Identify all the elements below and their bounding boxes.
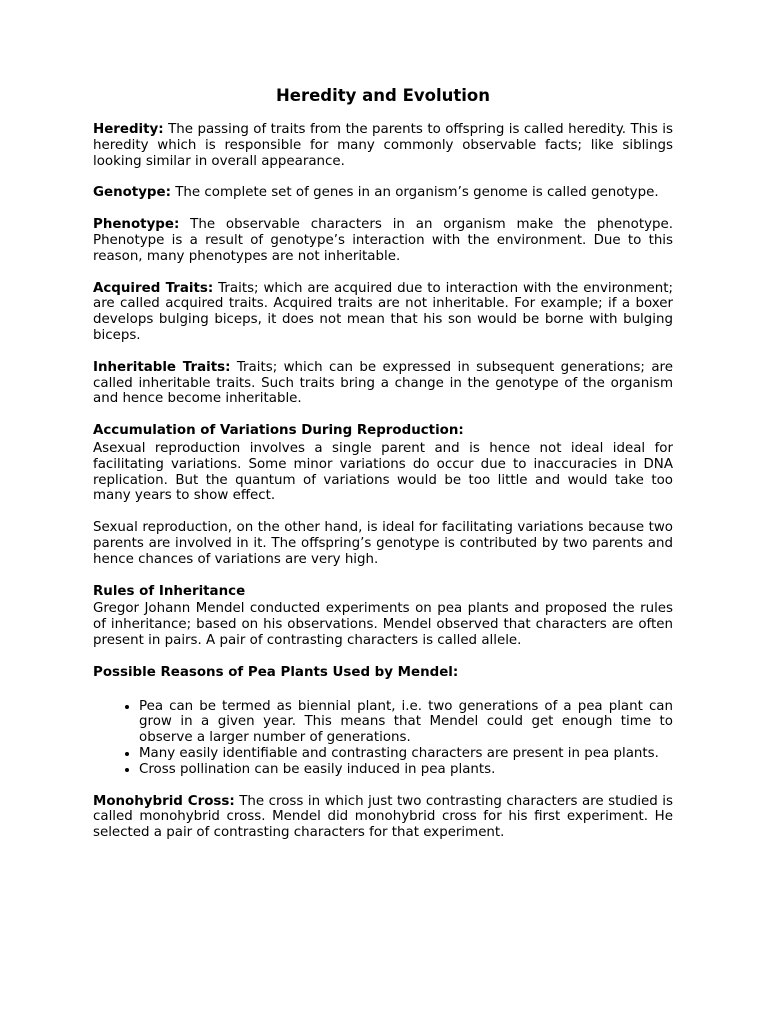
reasons-list xyxy=(93,699,673,778)
genotype-text: The complete set of genes in an organism’s genome is called genotype. xyxy=(175,185,659,201)
rules-paragraph: Gregor Johann Mendel conducted experiments on pea plants and proposed the rules of inheritance; based on his observations. Mendel observed that characters are often present in pairs. A pair of contrasting characters is called allele. xyxy=(93,601,673,648)
monohybrid-paragraph xyxy=(93,794,673,841)
inheritable-traits-paragraph xyxy=(93,360,673,407)
acquired-traits-paragraph xyxy=(93,281,673,344)
sexual-reproduction-paragraph: Sexual reproduction, on the other hand, is ideal for facilitating variations because two parents are involved in it. The offspring’s genotype is contributed by two parents and hence chances of variations are very high. xyxy=(93,520,673,567)
acquired-traits-term: Acquired Traits: xyxy=(93,280,214,296)
phenotype-text: The observable characters in an organism make the phenotype. Phenotype is a result of genotype’s interaction with the environment. Due to this reason, many phenotypes are not inheritable. xyxy=(93,217,673,264)
genotype-paragraph xyxy=(93,185,673,201)
reasons-heading: Possible Reasons of Pea Plants Used by Mendel: xyxy=(93,664,459,680)
monohybrid-term: Monohybrid Cross: xyxy=(93,793,235,809)
list-item: • Many easily identifiable and contrasting characters are present in pea plants. xyxy=(139,746,673,762)
acquired-traits-text: Traits; which are acquired due to interaction with the environment; are called acquired traits. Acquired traits are not inheritable. For example; if a boxer develops bulging biceps, it does not mean that his son would be borne with bulging biceps. xyxy=(93,280,674,343)
page-title: Heredity and Evolution xyxy=(275,86,490,105)
inheritable-traits-term: Inheritable Traits: xyxy=(93,359,231,375)
heredity-text: The passing of traits from the parents to offspring is called heredity. This is heredity which is responsible for many commonly observable facts; like siblings looking similar in overall appearance. xyxy=(93,122,673,169)
asexual-reproduction-paragraph: Asexual reproduction involves a single parent and is hence not ideal ideal for facilitating variations. Some minor variations do occur due to inaccuracies in DNA replication. But the quantum of variations would be too little and would take too many years to show effect. xyxy=(93,440,673,504)
monohybrid-text: The cross in which just two contrasting characters are studied is called monohybrid cross. Mendel did monohybrid cross for his first experiment. He selected a pair of contrasting characters for that experiment. xyxy=(93,793,673,841)
phenotype-paragraph xyxy=(93,217,673,264)
list-item: • Pea can be termed as biennial plant, i.e. two generations of a pea plant can grow in a given year. This means that Mendel could get enough time to observe a larger number of generations. xyxy=(139,699,673,746)
heredity-term: Heredity: xyxy=(93,122,164,137)
variations-heading: Accumulation of Variations During Reproduction: xyxy=(93,423,464,439)
rules-heading: Rules of Inheritance xyxy=(93,583,246,599)
heredity-paragraph xyxy=(93,122,673,169)
genotype-term: Genotype: xyxy=(93,185,171,201)
list-item: • Cross pollination can be easily induced in pea plants. xyxy=(139,762,673,778)
phenotype-term: Phenotype: xyxy=(93,217,180,233)
inheritable-traits-text: Traits; which can be expressed in subsequent generations; are called inheritable traits. Such traits bring a change in the genotype of the organism and hence become inheritable. xyxy=(93,359,673,407)
